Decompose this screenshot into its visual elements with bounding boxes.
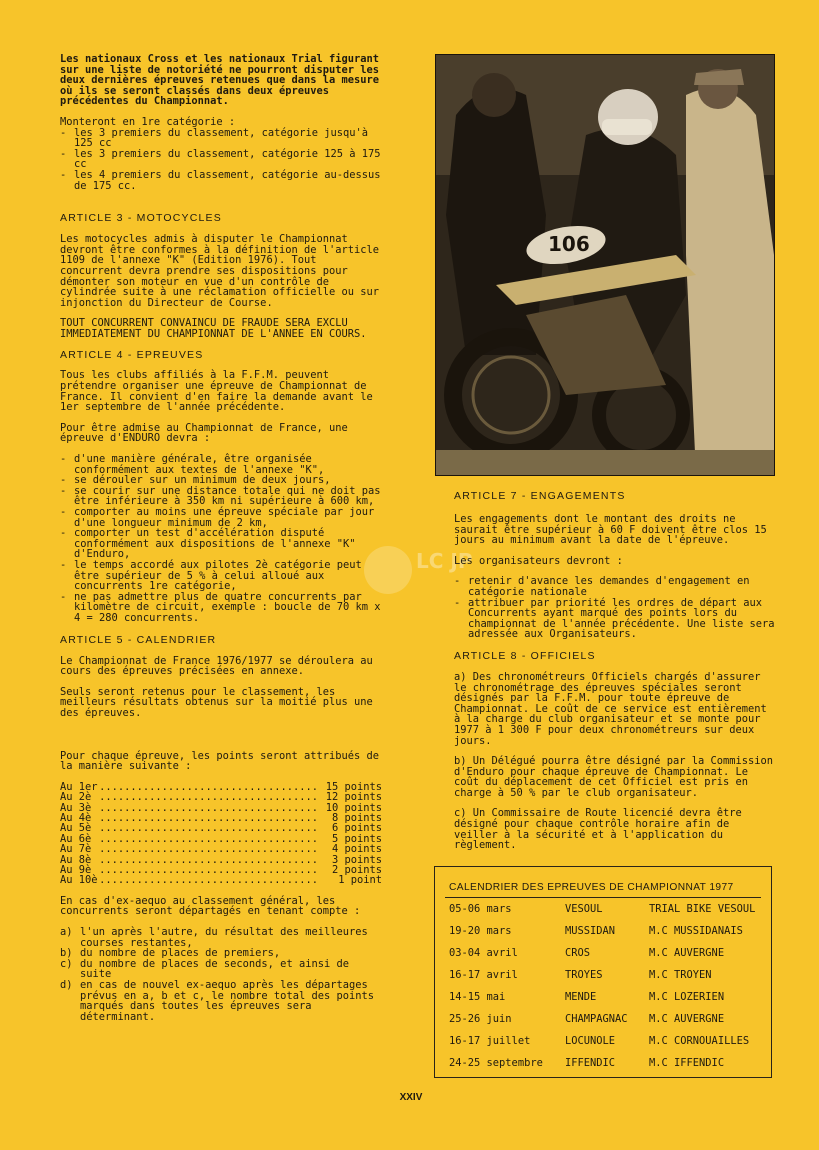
- article7-paragraph-2: Les organisateurs devront :: [454, 554, 623, 567]
- points-row: Au 4è ................................... 8 points: [60, 811, 382, 824]
- watermark-text: LC JP: [416, 549, 473, 573]
- calendar-box: CALENDRIER DES EPREUVES DE CHAMPIONNAT 1977 05-06 mars VESOUL TRIAL BIKE VESOUL 19-20 mars MUSSIDAN M.C MUSSIDANAIS 03-04 avril CROS M.C AUVERGNE 16-17 avril TROYES M.C TROYEN 14-15 mai MENDE M.C LOZERIEN 25-26 juin CHAMPAGNAC M.C AUVERGNE 16-17 juillet LOCUNOLE M.C CORNOUAILLES 24-25 septembre IFFENDIC M.C IFFENDIC: [434, 866, 772, 1078]
- list-item: a) l'un après l'autre, du résultat des meilleures courses restantes,: [60, 925, 368, 949]
- points-row: Au 9è ................................... 2 points: [60, 863, 382, 876]
- article8-paragraph-a: a) Des chronométreurs Officiels chargés d'assurer le chronométrage des épreuves spéciales seront désignés par la F.F.M. pour toute épreuve de Championnat. Le coût de ce service est entièrement à la charge du club organisateur et se monte pour 1977 à 1 300 F pour deux chronométreurs sur deux jours.: [454, 670, 767, 747]
- calendar-divider: [445, 897, 761, 898]
- article4-paragraph: Tous les clubs affiliés à la F.F.M. peuvent prétendre organiser une épreuve de Championnat de France. Il convient d'en faire la demande avant le 1er septembre de l'année précédente.: [60, 369, 373, 414]
- enduro-conditions-list: [60, 454, 382, 624]
- tiebreak-list: [60, 927, 382, 1022]
- points-row: Au 10è ................................... 1 point: [60, 874, 382, 887]
- list-item: c) du nombre de places de seconds, et ainsi de suite: [60, 957, 349, 981]
- list-item: d) en cas de nouvel ex-aequo après les départages prévus en a, b et c, le nombre total des points marqués dans toutes les épreuves sera déterminant.: [60, 978, 375, 1023]
- article4-heading: ARTICLE 4 - EPREUVES: [60, 349, 204, 362]
- article8-heading: ARTICLE 8 - OFFICIELS: [454, 649, 596, 662]
- article3-heading: ARTICLE 3 - MOTOCYCLES: [60, 212, 222, 225]
- list-item: - d'une manière générale, être organisée conformément aux textes de l'annexe "K",: [60, 454, 382, 475]
- page-number: XXIV: [399, 1092, 423, 1103]
- points-row: Au 1er ................................... 15 points: [60, 780, 382, 793]
- calendar-title: CALENDRIER DES EPREUVES DE CHAMPIONNAT 1977: [449, 882, 734, 893]
- article8-paragraph-b: b) Un Délégué pourra être désigné par la Commission d'Enduro pour chaque épreuve de Championnat. Le coût du déplacement de cet Officiel est pris en charge à 50 % par le club organisateur.: [454, 755, 774, 799]
- list-item: - se dérouler sur un minimum de deux jours,: [60, 475, 382, 486]
- article7-heading: ARTICLE 7 - ENGAGEMENTS: [454, 490, 626, 502]
- article8-paragraph-c: c) Un Commissaire de Route licencié devra être désigné pour chaque contrôle horaire afin de veiller à la sécurité et à l'application du règlement.: [454, 807, 742, 852]
- list-item: - comporter au moins une épreuve spéciale par jour d'une longueur minimum de 2 km,: [60, 507, 382, 528]
- article5-paragraph-2: Seuls seront retenus pour le classement, les meilleurs résultats obtenus sur la moitié plus une des épreuves.: [60, 685, 373, 719]
- list-item: - se courir sur une distance totale qui ne doit pas être inférieure à 350 km ni supérieure à 600 km,: [60, 486, 382, 507]
- category-list: [60, 128, 382, 192]
- list-item: - retenir d'avance les demandes d'engagement en catégorie nationale: [454, 576, 776, 597]
- tiebreak-paragraph: En cas d'ex-aequo au classement général, les concurrents seront départagés en tenant compte :: [60, 894, 361, 918]
- article5-heading: ARTICLE 5 - CALENDRIER: [60, 633, 217, 646]
- points-row: Au 7è ................................... 4 points: [60, 843, 382, 856]
- points-row: Au 8è ................................... 3 points: [60, 853, 382, 866]
- list-item: - les 4 premiers du classement, catégorie au-dessus de 175 cc.: [60, 170, 382, 191]
- list-item: - attribuer par priorité les ordres de départ aux Concurrents ayant marqué des points lors du championnat de l'année précédente. Une liste sera adressée aux Organisateurs.: [454, 598, 776, 640]
- intro-paragraph: Les nationaux Cross et les nationaux Trial figurant sur une liste de notoriété ne pourront disputer les deux dernières épreuves retenues que dans la mesure où ils se seront classés dans deux épreuves précédentes du Championnat.: [60, 53, 380, 108]
- watermark-logo: [360, 530, 473, 620]
- motocross-photo: [435, 54, 775, 476]
- points-row: Au 3è ................................... 10 points: [60, 801, 382, 814]
- list-item: - les 3 premiers du classement, catégorie jusqu'à 125 cc: [60, 128, 382, 149]
- photo-illustration: [436, 55, 774, 475]
- points-table: [60, 782, 382, 886]
- race-number: 106: [548, 232, 590, 256]
- list-item: b) du nombre de places de premiers,: [60, 947, 281, 960]
- points-row: Au 6è ................................... 5 points: [60, 832, 382, 845]
- right-column: [454, 490, 776, 851]
- monteront-line: Monteront en 1re catégorie :: [60, 115, 236, 128]
- points-row: Au 5è ................................... 6 points: [60, 822, 382, 835]
- article7-paragraph: Les engagements dont le montant des droits ne saurait être supérieur à 60 F doivent être clos 15 jours au minimum avant la date de l'épreuve.: [454, 513, 767, 547]
- article5-paragraph-3: Pour chaque épreuve, les points seront attribués de la manière suivante :: [60, 749, 380, 773]
- points-row: Au 2è ................................... 12 points: [60, 791, 382, 804]
- left-column: [60, 54, 382, 1022]
- article3-warning: TOUT CONCURRENT CONVAINCU DE FRAUDE SERA EXCLU IMMEDIATEMENT DU CHAMPIONNAT DE L'ANNEE EN COURS.: [60, 317, 367, 340]
- list-item: - ne pas admettre plus de quatre concurrents par kilomètre de circuit, exemple : boucle de 70 km x 4 = 280 concurrents.: [60, 592, 382, 624]
- list-item: - comporter un test d'accélération disputé conformément aux dispositions de l'annexe "K" d'Enduro,: [60, 528, 382, 560]
- article5-paragraph: Le Championnat de France 1976/1977 se déroulera au cours des épreuves précisées en annexe.: [60, 654, 373, 678]
- organizer-duties-list: [454, 576, 776, 640]
- article3-paragraph: Les motocycles admis à disputer le Championnat devront être conformes à la définition de l'article 1109 de l'annexe "K" (Edition 1976). Tout concurrent devra prendre ses dispositions pour démonter son moteur en vue d'un contrôle de cylindrée suite à une réclamation officielle ou sur injonction du Directeur de Course.: [60, 233, 380, 309]
- article4-paragraph-2: Pour être admise au Championnat de France, une épreuve d'ENDURO devra :: [60, 421, 348, 445]
- list-item: - les 3 premiers du classement, catégorie 125 à 175 cc: [60, 149, 382, 170]
- list-item: - le temps accordé aux pilotes 2è catégorie peut être supérieur de 5 % à celui alloué aux concurrents 1re catégorie,: [60, 560, 382, 592]
